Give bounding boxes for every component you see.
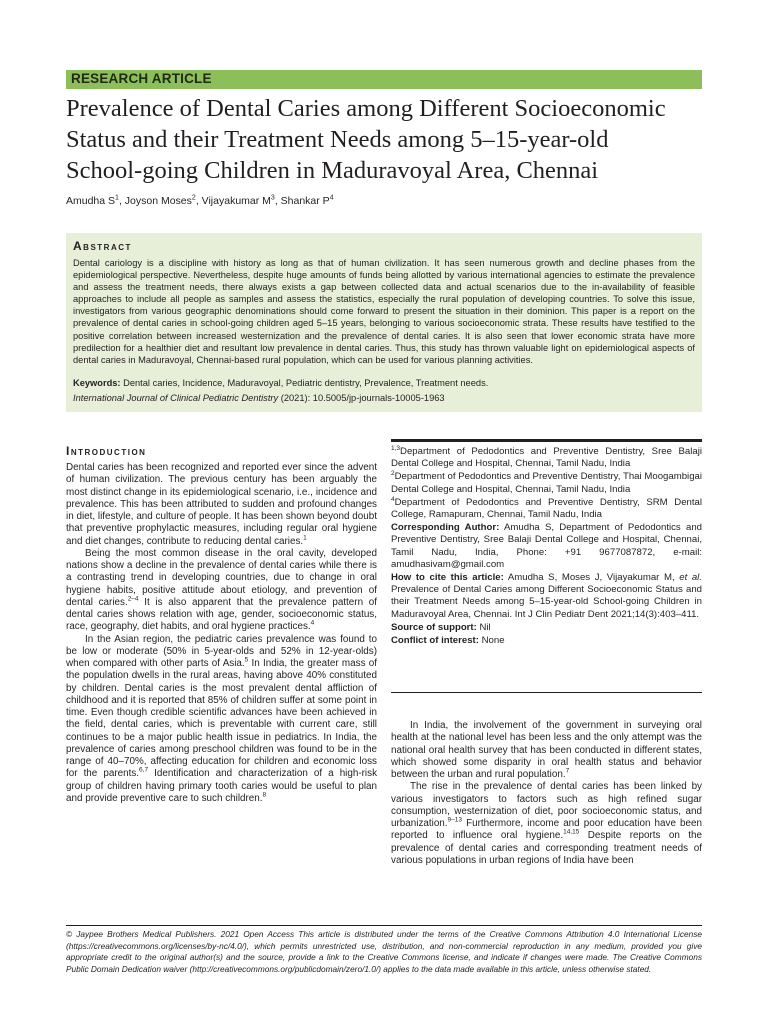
support-label: Source of support: bbox=[391, 621, 477, 633]
title-line: Status and their Treatment Needs among 5–15-year-old bbox=[66, 126, 609, 153]
citation-sup: 1 bbox=[303, 534, 307, 542]
author-affil-sup: 2 bbox=[191, 194, 196, 202]
license-footnote: © Jaypee Brothers Medical Publishers. 2021 Open Access This article is distributed under the terms of the Creative Commons Attribution 4.0 International License (https://creativecommons.org/licenses/by-nc/4.0/), which permits unrestricted use, distribution, and non-commercial reproduction in any medium, provided you give appropriate credit to the original author(s) and the source, provide a link to the Creative Commons license, and indicate if changes were made. The Creative Commons Public Domain Dedication waiver (http://creativecommons.org/publicdomain/zero/1.0/) applies to the data made available in this article, unless otherwise stated. bbox=[66, 929, 702, 975]
article-type-label: RESEARCH ARTICLE bbox=[71, 71, 212, 86]
corresponding-label: Corresponding Author: bbox=[391, 522, 500, 534]
paragraph-text: The rise in the prevalence of dental caries has been linked by various investigators to factors such as high refined sugar consumption, westernization of diet, poor socioeconomic status, and urbanization. bbox=[391, 781, 702, 829]
paragraph-text: Despite reports on the prevalence of dental caries and corresponding treatment needs of various populations in urban regions of India have been bbox=[391, 830, 703, 866]
title-line: Prevalence of Dental Caries among Different Socioeconomic bbox=[66, 95, 666, 122]
source-of-support bbox=[391, 622, 702, 634]
paragraph-text: In India, the greater mass of the population dwells in the rural areas, having above 40% constituted by children. Dental caries is the most prevalent dental affliction of childhood and it is reported that 85% of children suffer at some point in time. Even though credible scientific advances have been achieved in the field, dental caries, which is preventable with current care, still continues to be a major public health issue in pediatrics. In India, the prevalence of caries among preschool children was found to be in the range of 40–70%, affecting education for children and economic loss for the parents. bbox=[66, 658, 377, 780]
affiliation-bottom-rule bbox=[391, 692, 702, 693]
author-affil-sup: 4 bbox=[329, 194, 334, 202]
affiliation-text: Department of Pedodontics and Preventive Dentistry, Sree Balaji Dental College and Hospital, Chennai, Tamil Nadu, India bbox=[391, 446, 702, 470]
conflict-label: Conflict of interest: bbox=[391, 635, 479, 647]
affiliation-sup: 4 bbox=[391, 495, 395, 503]
support-text: Nil bbox=[476, 621, 491, 633]
keywords-label: Keywords: bbox=[73, 378, 121, 388]
citation-sup: 9–13 bbox=[447, 816, 463, 824]
author-name: Amudha S bbox=[66, 195, 116, 207]
how-to-cite bbox=[391, 572, 702, 621]
conflict-text: None bbox=[478, 635, 505, 647]
author-list: Amudha $S^1$, Joyson Moses$^2$, Vijayakumar $M^3$, Shankar $P^4$ bbox=[66, 194, 334, 207]
affiliation bbox=[391, 446, 702, 470]
paragraph bbox=[66, 634, 377, 806]
journal-doi: (2021): 10.5005/jp-journals-10005-1963 bbox=[280, 393, 445, 403]
article-title bbox=[66, 93, 716, 186]
paragraph bbox=[66, 548, 377, 634]
corresponding-text: Amudha S, Department of Pedodontics and Preventive Dentistry, Sree Balaji Dental College and Hospital, Chennai, Tamil Nadu, India, Phone: +91 9677087872, e-mail: amudhasivam@gmail.com bbox=[391, 522, 702, 570]
abstract-heading: Abstract bbox=[73, 239, 132, 253]
abstract-box bbox=[66, 233, 702, 412]
cite-text: Amudha S, Moses J, Vijayakumar M, bbox=[503, 572, 680, 584]
paragraph-text: In India, the involvement of the government in surveying oral health at the national level has been less and the only attempt was the national oral health survey that has been conducted in different states, which showed some disparity in oral health status and behavior between the urban and rural population. bbox=[391, 720, 702, 780]
citation-sup: 7 bbox=[565, 767, 570, 775]
footnote-rule bbox=[66, 925, 702, 926]
affiliation-text: Department of Pedodontics and Preventive Dentistry, SRM Dental College, Ramapuram, Chennai, Tamil Nadu, India bbox=[391, 496, 702, 521]
paragraph bbox=[391, 720, 702, 781]
cite-text: Prevalence of Dental Caries among Different Socioeconomic Status and their Treatment Needs among 5–15-year-old School-going Children in Maduravoyal Area, Chennai. Int J Clin Pediatr Dent 2021;14(3):403–411. bbox=[391, 584, 702, 620]
affiliation-sup: 1,3 bbox=[391, 444, 401, 452]
affiliation bbox=[391, 497, 702, 521]
affiliations-block bbox=[391, 446, 702, 648]
author-name: Shankar P bbox=[280, 195, 330, 207]
cite-etal: et al. bbox=[679, 572, 702, 584]
affiliation bbox=[391, 471, 702, 495]
paragraph bbox=[66, 462, 377, 548]
affiliation-top-rule bbox=[391, 439, 702, 442]
journal-name: International Journal of Clinical Pediatric Dentistry bbox=[73, 393, 279, 403]
title-line: School-going Children in Maduravoyal Area, Chennai bbox=[66, 157, 599, 184]
author-affil-sup: 3 bbox=[270, 194, 275, 202]
citation-sup: 4 bbox=[310, 619, 315, 627]
citation-sup: 6,7 bbox=[139, 766, 149, 774]
abstract-text: Dental cariology is a discipline with history as long as that of human civilization. It has seen numerous growth and decline phases from the epidemiological perspective. Nevertheless, despite huge amounts of funds being allotted by various international agencies to estimate the prevalence and assess the treatment needs, there always exists a gap between collected data and actual scenarios due to the in-availability of feasible approaches to include all people as samples and assess the statistics, especially the rural population of developing countries. To solve this issue, investigators from various geographic denominations should come forward to present the situation in their dominion. This paper is a report on the prevalence of dental caries in school-going children aged 5–15 years, belonging to various socioeconomic strata. These results have testified to the positive correlation between increased westernization and the prevalence of dental caries. It is also seen that lower economic strata have more predilection for a healthier diet and resultant low prevalence in dental caries. Thus, this study has thrown valuable light on epidemiological aspects of dental caries in Maduravoyal, Chennai-based rural population, which can be used for various planning activities. bbox=[73, 258, 695, 365]
paragraph-text: Being the most common disease in the oral cavity, developed nations show a decline in the prevalence of dental caries while there is a contrasting trend in developing countries, due to change in oral hygiene habits, positive attitude about etiology, and prevention of dental caries. bbox=[66, 547, 377, 608]
paragraph-text: It is also apparent that the prevalence pattern of dental caries shows relation with age, gender, socioeconomic status, race, geography, diet habits, and oral hygiene practices. bbox=[66, 596, 377, 633]
affiliation-text: Department of Pedodontics and Preventive Dentistry, Thai Moogambigai Dental College and Hospital, Chennai, Tamil Nadu, India bbox=[391, 471, 702, 495]
author-name: Joyson Moses bbox=[124, 195, 192, 207]
corresponding-author bbox=[391, 522, 702, 571]
paragraph-text: Identification and characterization of a high-risk group of children having primary tooth caries would be useful to plan and provide preventive care to such children. bbox=[66, 768, 378, 804]
paragraph-text: Dental caries has been recognized and reported ever since the advent of human civilization. The previous century has been arguably the most distinct change in its epidemiological scenario, i.e., incidence and prevalence. This has been attributed to sudden and profound changes in diet, lifestyle, and culture of people. It has been shown beyond doubt that preventive prophylactic measures, including regular oral hygiene and diet changes, contribute to reducing dental caries. bbox=[66, 462, 377, 547]
keywords bbox=[73, 378, 695, 388]
paragraph-text: In the Asian region, the pediatric caries prevalence was found to be low or moderate (50% in 5-year-olds and 52% in 12-year-olds) when compared with other parts of Asia. bbox=[66, 633, 377, 669]
cite-label: How to cite this article: bbox=[391, 572, 504, 584]
citation-sup: 2–4 bbox=[127, 595, 139, 603]
paragraph bbox=[391, 781, 702, 867]
conflict-of-interest bbox=[391, 635, 702, 647]
journal-citation bbox=[73, 393, 695, 403]
citation-sup: 8 bbox=[262, 791, 267, 799]
author-affil-sup: 1 bbox=[115, 194, 119, 202]
citation-sup: 5 bbox=[244, 656, 249, 664]
introduction-heading: Introduction bbox=[66, 444, 147, 458]
affiliation-sup: 2 bbox=[391, 470, 395, 478]
citation-sup: 14,15 bbox=[563, 828, 580, 836]
paragraph-text: Furthermore, income and poor education have been reported to influence oral hygiene. bbox=[391, 818, 702, 842]
right-column-body bbox=[391, 720, 702, 867]
introduction-body bbox=[66, 462, 377, 805]
author-name: Vijayakumar M bbox=[201, 195, 271, 207]
keywords-text: Dental caries, Incidence, Maduravoyal, Pediatric dentistry, Prevalence, Treatment needs. bbox=[123, 378, 489, 388]
article-type-banner bbox=[66, 70, 702, 89]
